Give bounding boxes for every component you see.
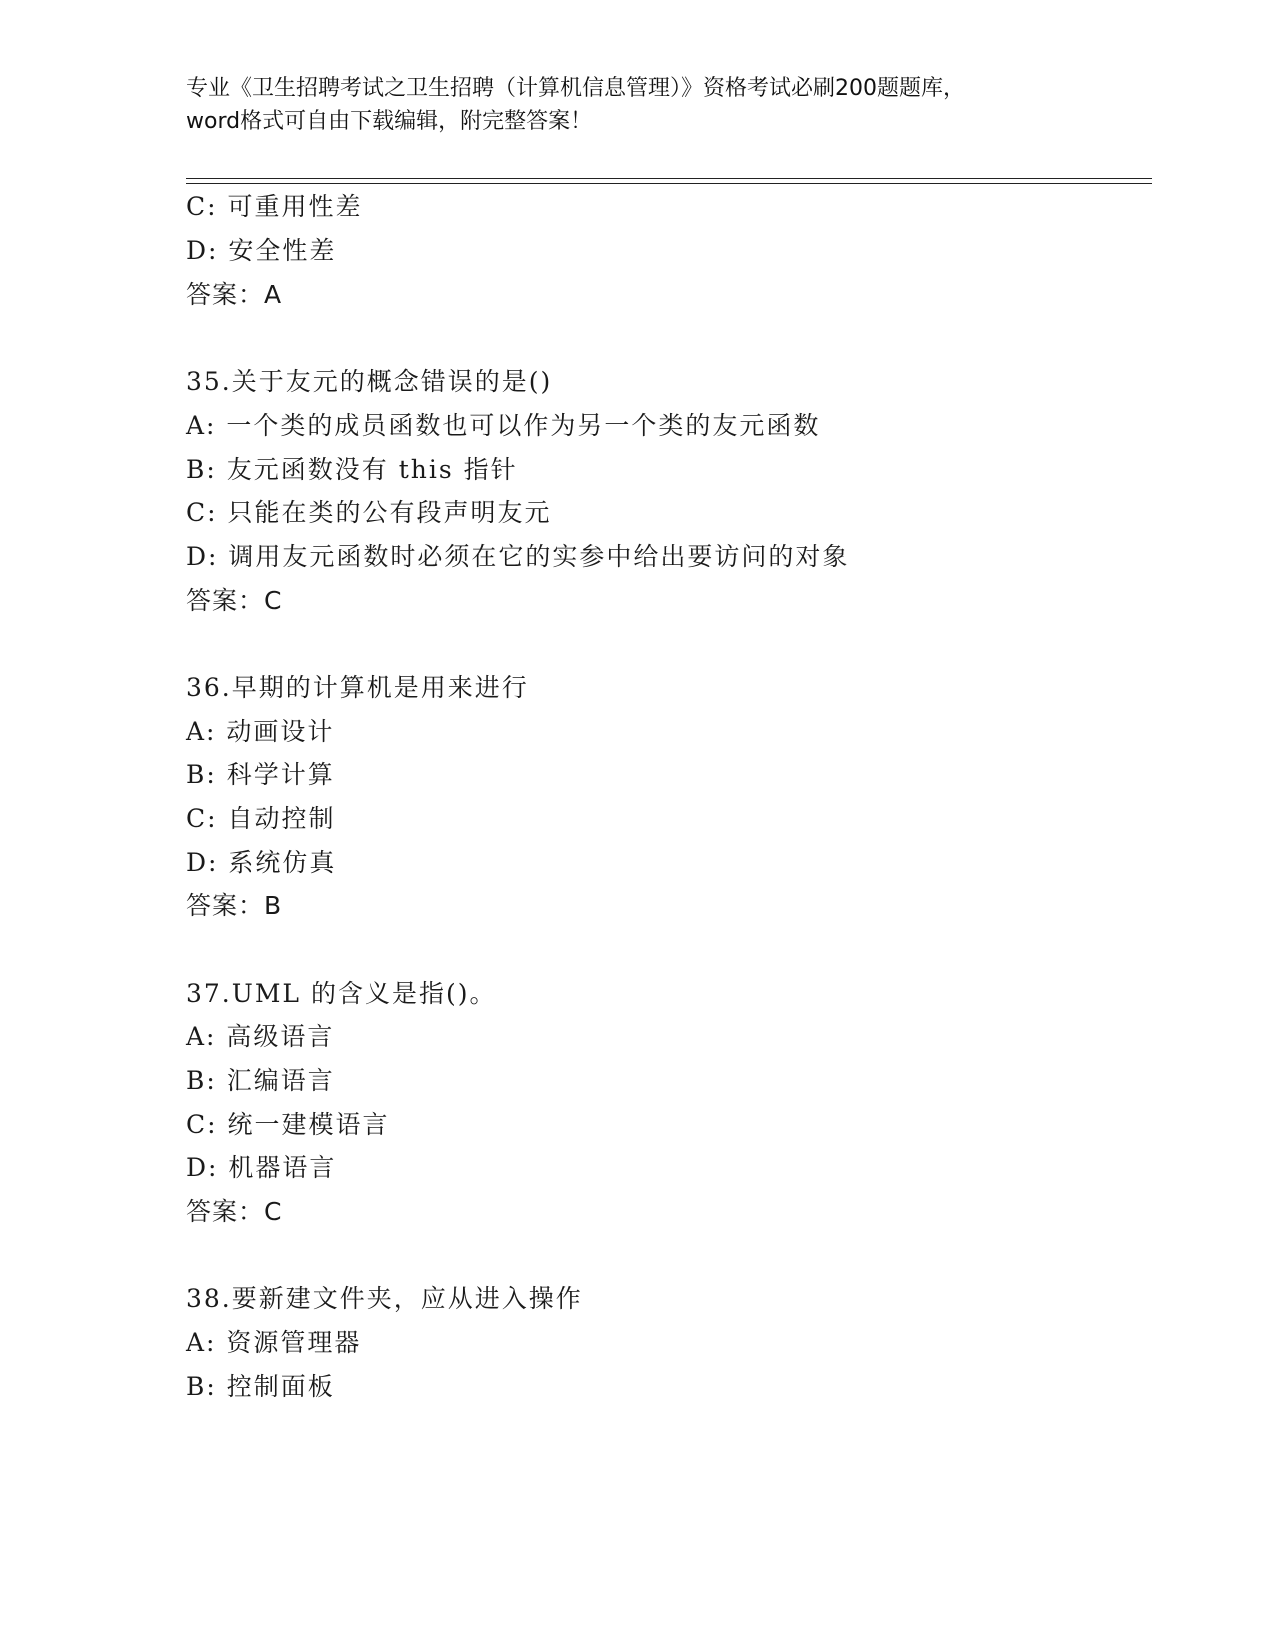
question-line: 37.UML 的含义是指()。 [186,979,497,1008]
option-line: B: 汇编语言 [186,1066,335,1095]
question-line: 35.关于友元的概念错误的是() [186,367,553,396]
option-line: C: 可重用性差 [186,192,363,221]
header-line-2: word格式可自由下载编辑，附完整答案！ [186,109,593,134]
option-line: C: 自动控制 [186,804,336,833]
document-header [186,72,1086,138]
option-line: D: 机器语言 [186,1153,337,1182]
option-line: D: 调用友元函数时必须在它的实参中给出要访问的对象 [186,542,850,571]
option-line: B: 科学计算 [186,760,335,789]
option-line: B: 友元函数没有 this 指针 [186,455,518,484]
header-divider-top [186,178,1152,179]
option-line: D: 系统仿真 [186,848,337,877]
option-line: B: 控制面板 [186,1372,335,1401]
answer-line: 答案：B [186,891,283,920]
answer-line: 答案：C [186,1197,283,1226]
option-line: A: 高级语言 [186,1022,335,1051]
question-line: 36.早期的计算机是用来进行 [186,673,529,702]
answer-line: 答案：C [186,586,283,615]
option-line: A: 一个类的成员函数也可以作为另一个类的友元函数 [186,411,821,440]
option-line: C: 统一建模语言 [186,1110,390,1139]
option-line: A: 动画设计 [186,717,335,746]
option-line: D: 安全性差 [186,236,337,265]
option-line: C: 只能在类的公有段声明友元 [186,498,552,527]
option-line: A: 资源管理器 [186,1328,362,1357]
question-line: 38.要新建文件夹，应从进入操作 [186,1284,583,1313]
header-divider-bottom [186,183,1152,184]
answer-line: 答案：A [186,280,283,309]
header-line-1: 专业《卫生招聘考试之卫生招聘（计算机信息管理）》资格考试必刷200题题库， [186,76,965,101]
